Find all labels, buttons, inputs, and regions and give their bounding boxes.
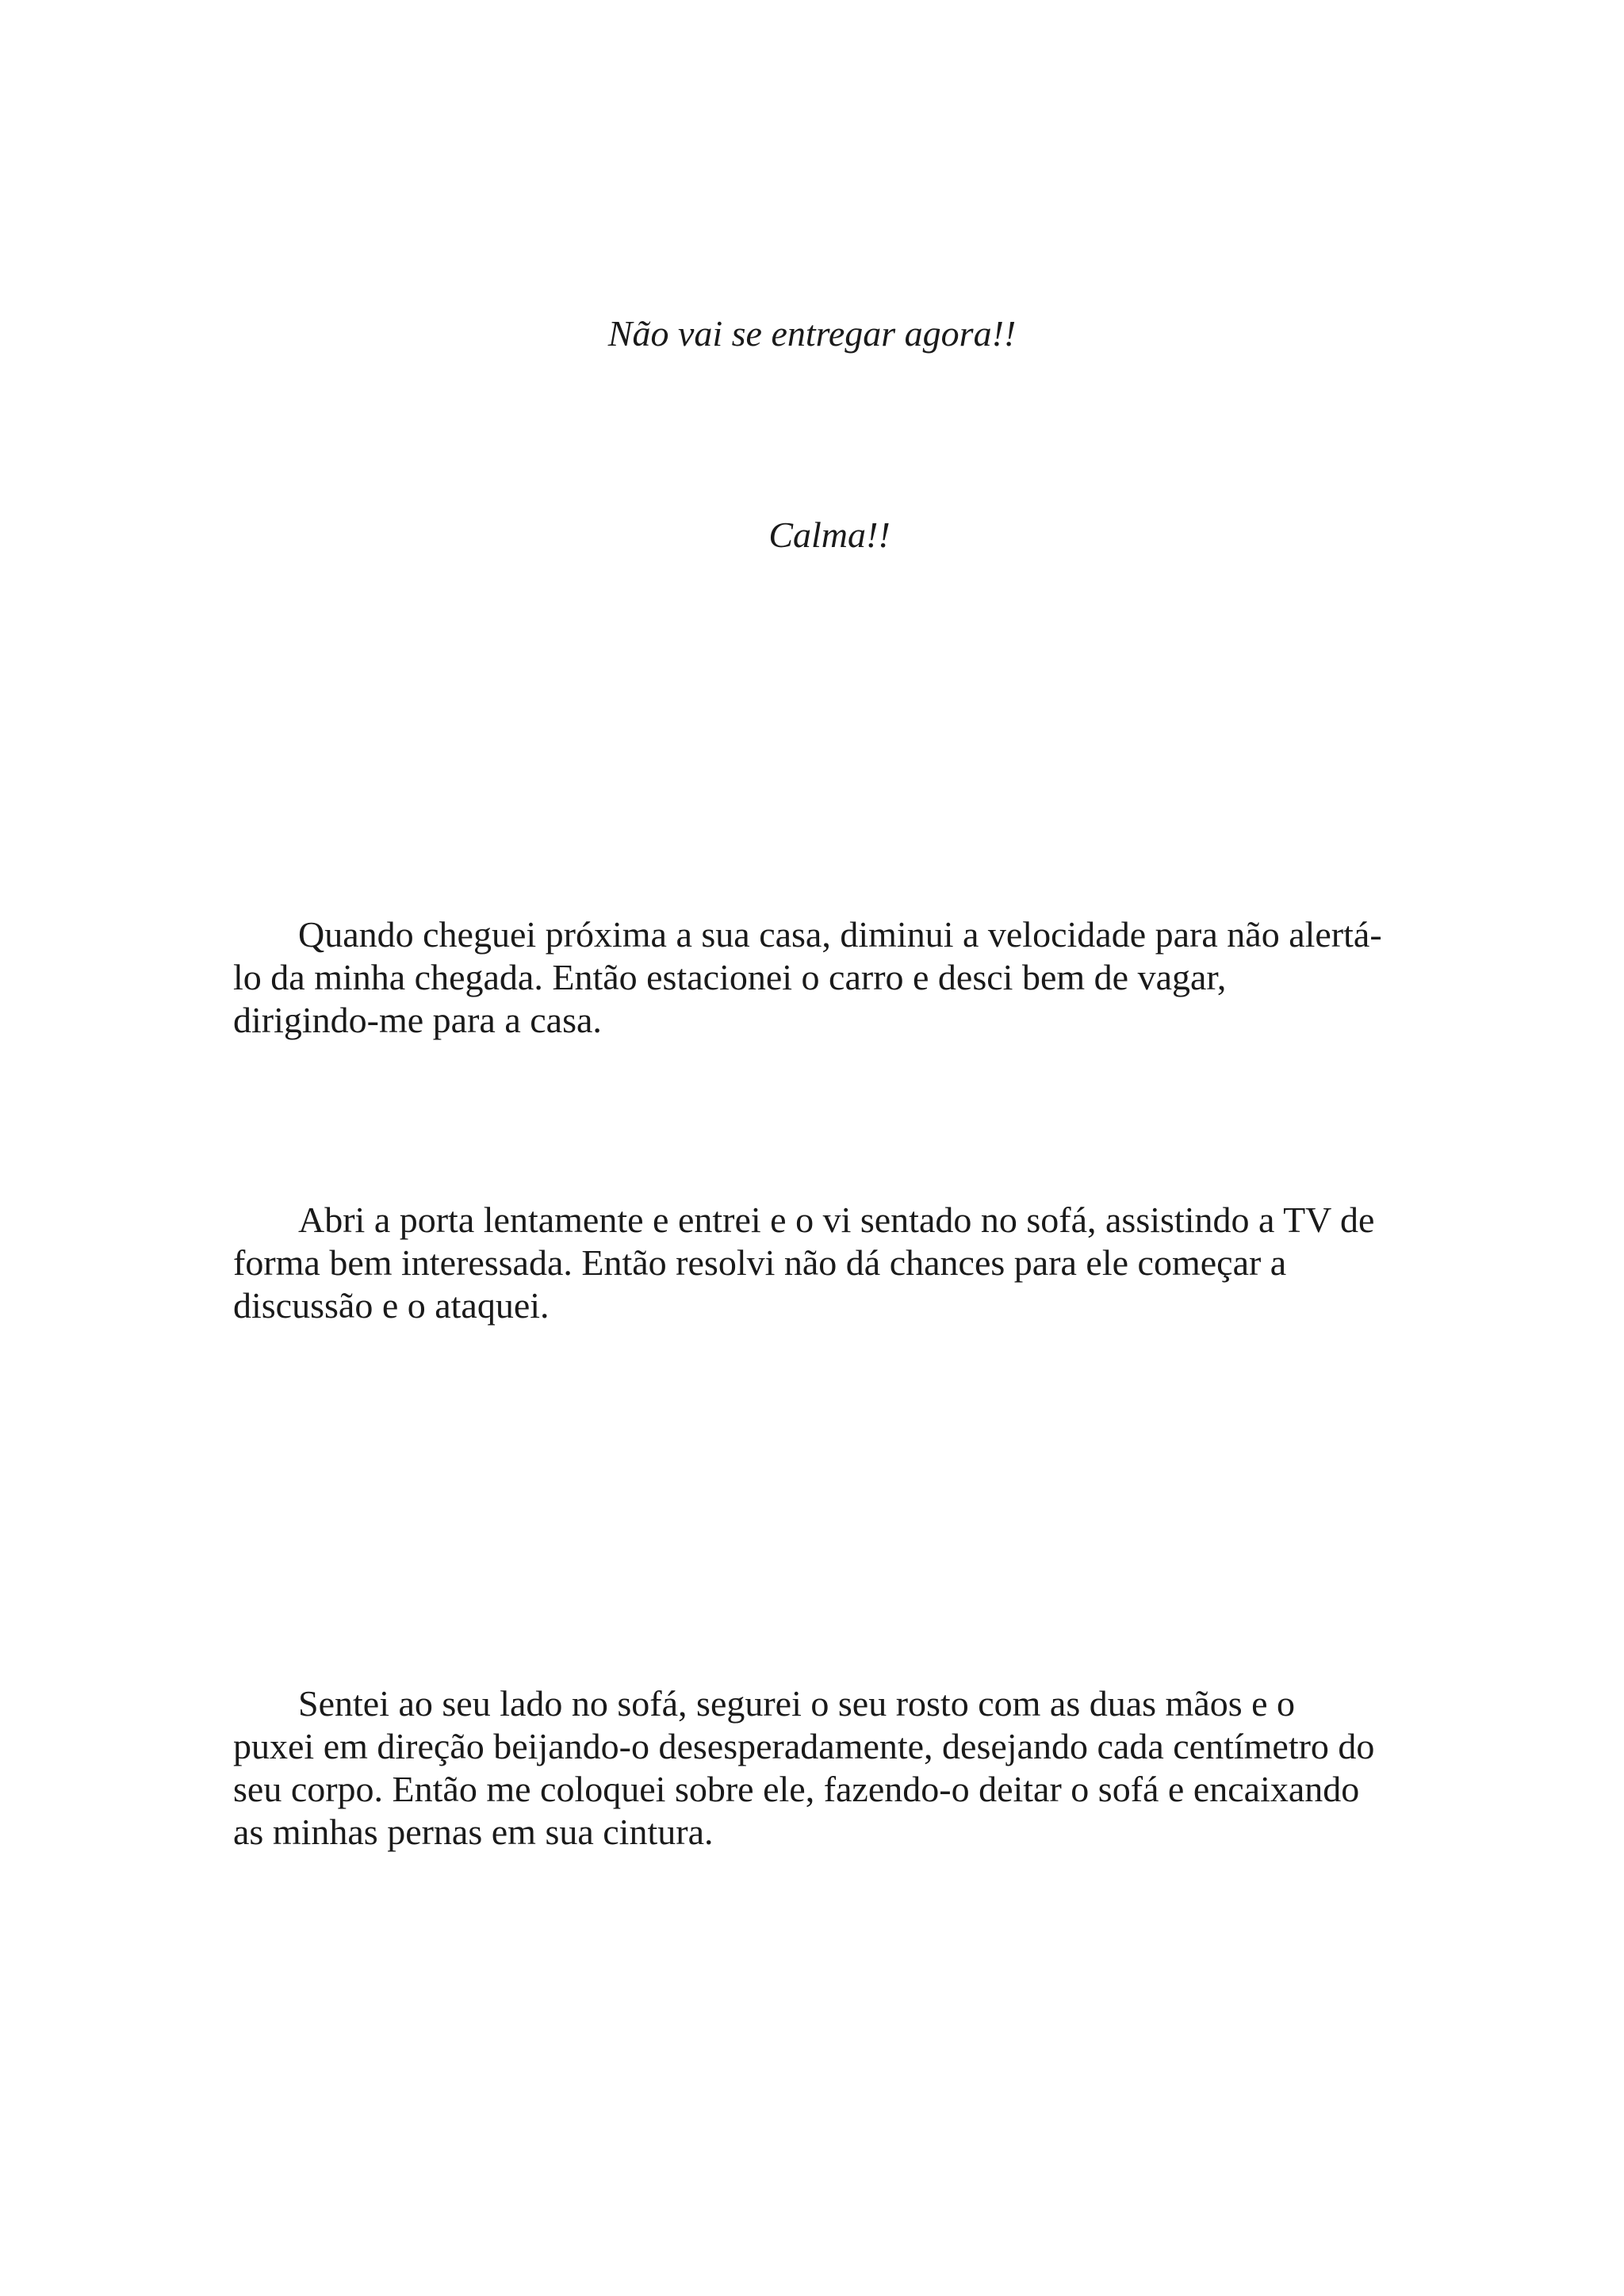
italic-heading: Não vai se entregar agora!!	[607, 313, 1017, 354]
body-paragraph	[233, 913, 1399, 1042]
paragraph-line: dirigindo-me para a casa.	[233, 1000, 602, 1040]
paragraph-line: lo da minha chegada. Então estacionei o carro e desci bem de vagar,	[233, 957, 1227, 997]
paragraph-line: Quando cheguei próxima a sua casa, diminui a velocidade para não alertá-	[298, 914, 1382, 955]
body-paragraph	[233, 1199, 1399, 1327]
paragraph-line: seu corpo. Então me coloquei sobre ele, fazendo-o deitar o sofá e encaixando	[233, 1769, 1360, 1809]
paragraph-line: Abri a porta lentamente e entrei e o vi sentado no sofá, assistindo a TV de	[298, 1200, 1375, 1240]
body-paragraph	[233, 1682, 1399, 1854]
paragraph-line: puxei em direção beijando-o desesperadamente, desejando cada centímetro do	[233, 1726, 1375, 1766]
paragraph-line: Sentei ao seu lado no sofá, segurei o seu rosto com as duas mãos e o	[298, 1683, 1296, 1724]
paragraph-line: discussão e o ataquei.	[233, 1285, 550, 1326]
paragraph-line: as minhas pernas em sua cintura.	[233, 1812, 714, 1852]
italic-heading: Calma!!	[768, 515, 891, 555]
paragraph-line: forma bem interessada. Então resolvi não dá chances para ele começar a	[233, 1242, 1287, 1283]
